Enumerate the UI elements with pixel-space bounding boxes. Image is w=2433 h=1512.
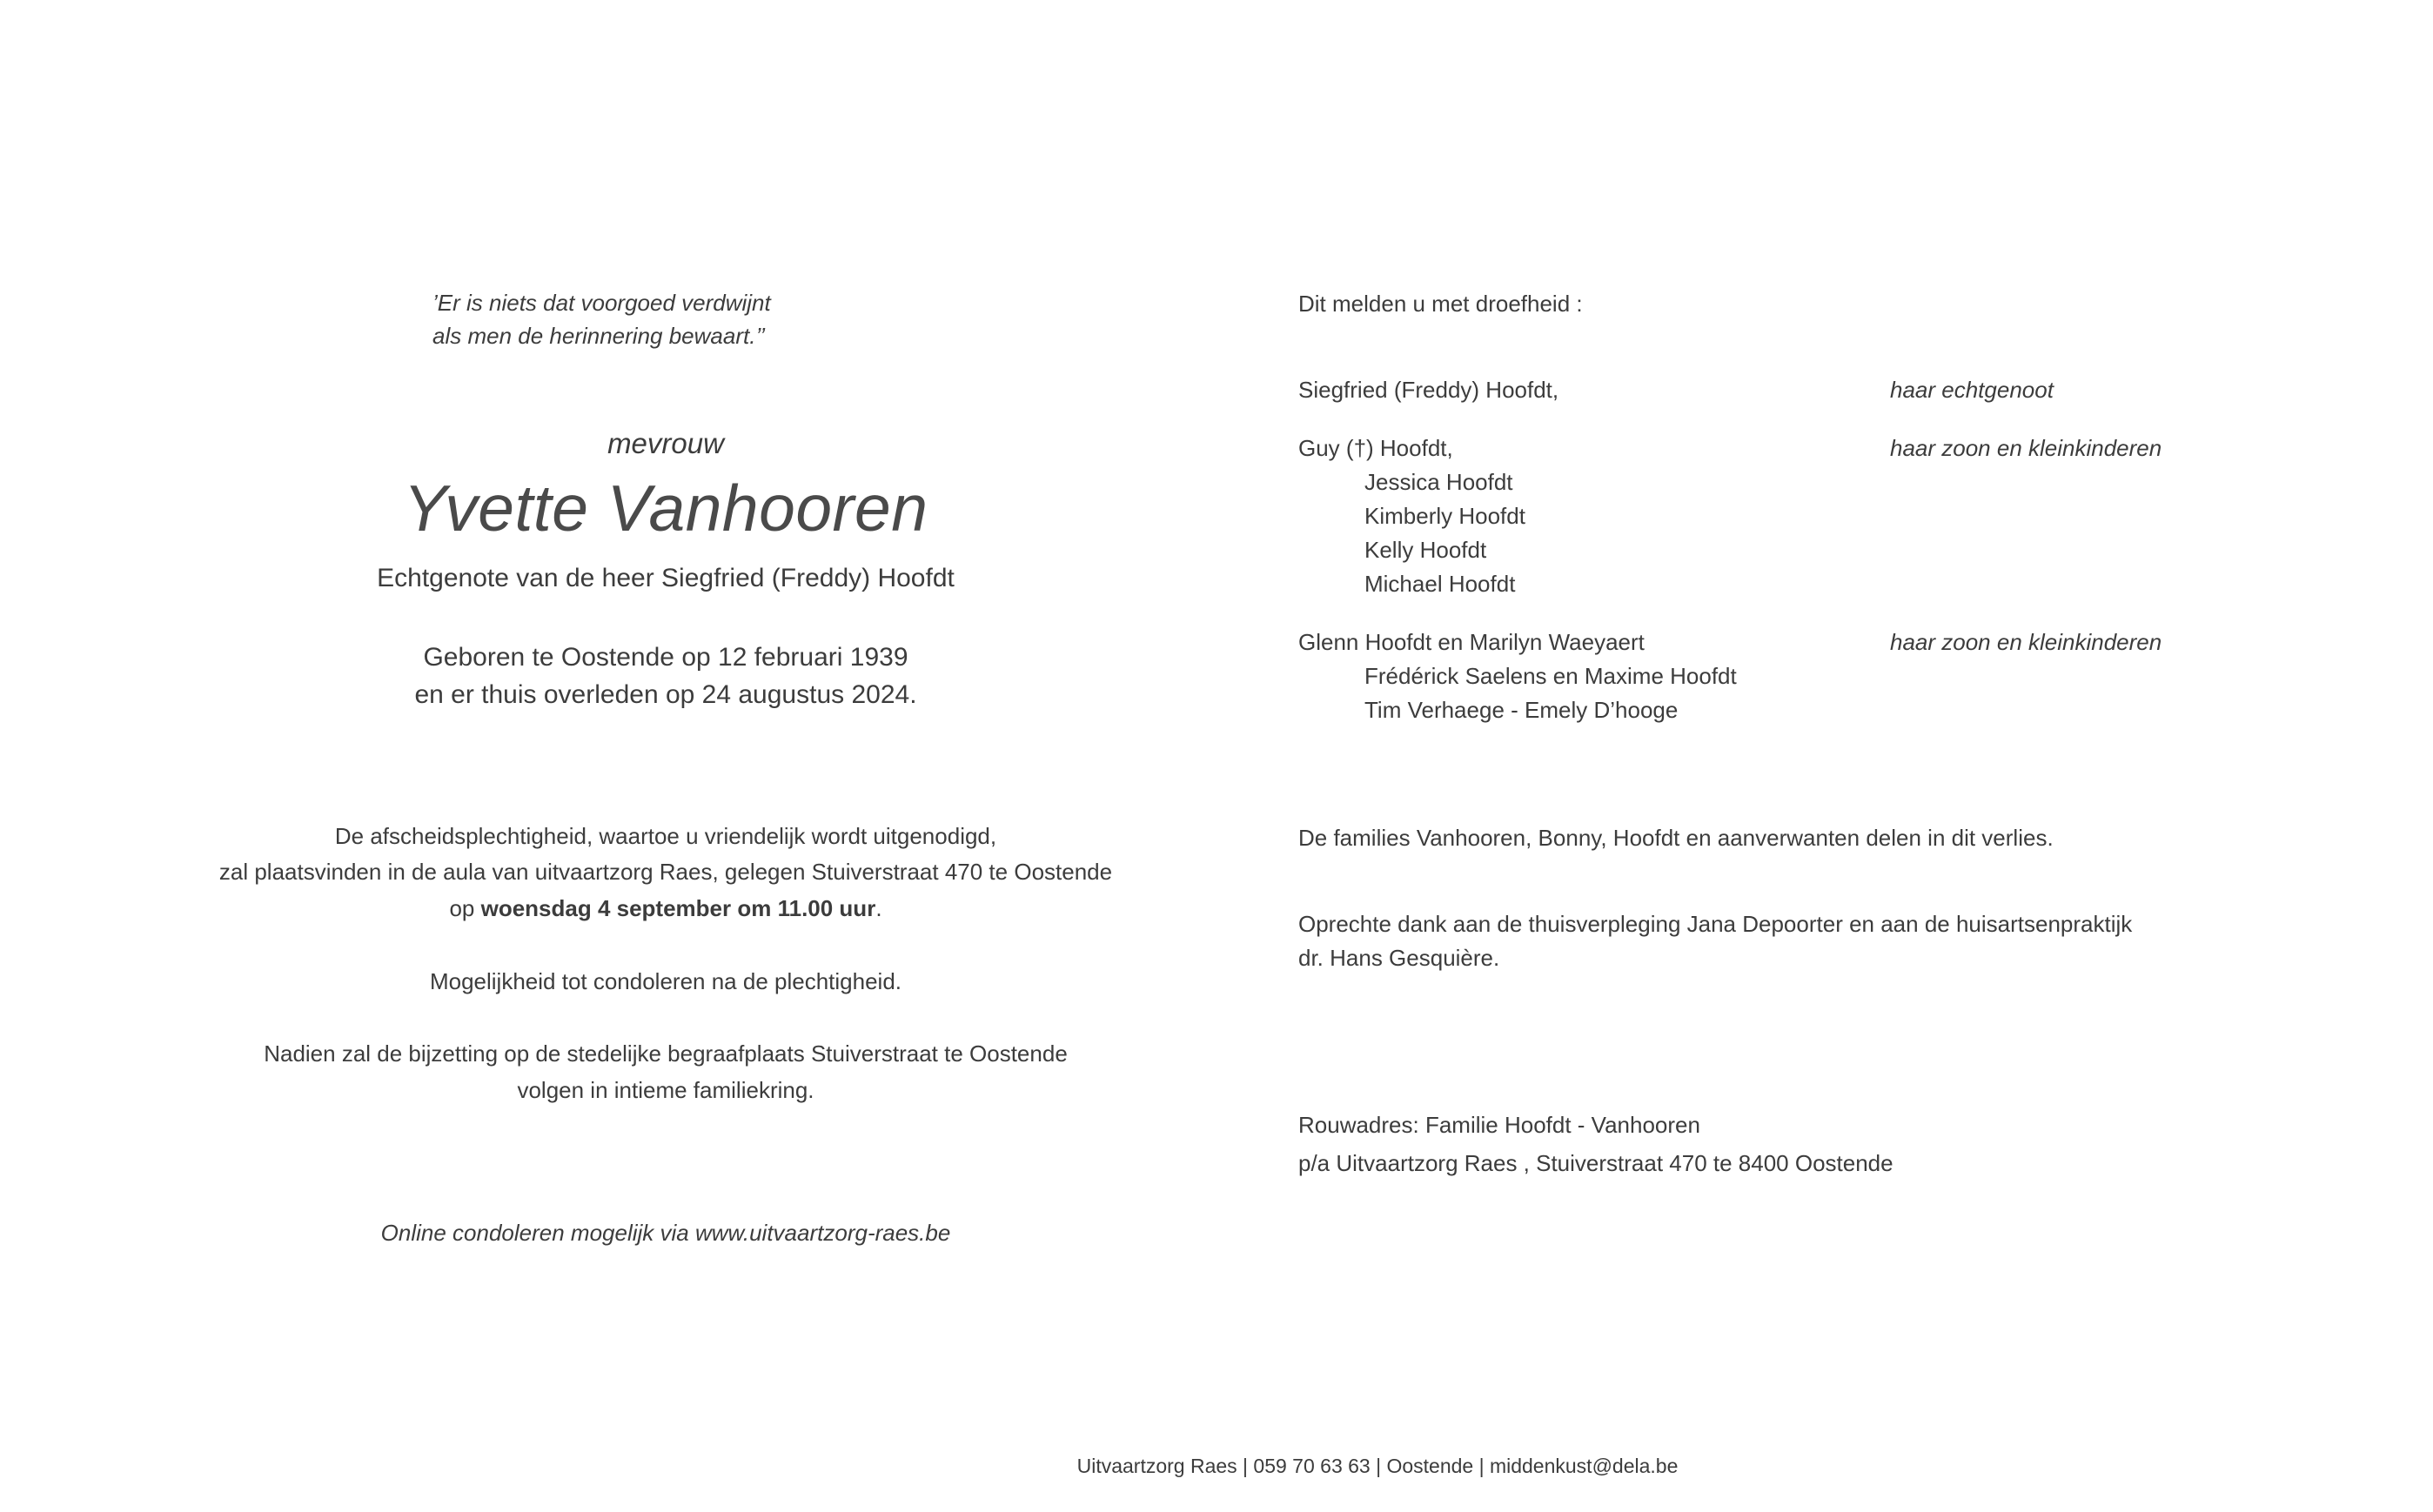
burial-line-2: volgen in intieme familiekring. [517,1076,814,1103]
husband-name: Siegfried (Freddy) Hoofdt, [1298,377,1559,403]
husband-entry [1298,373,2325,407]
son1-child-4: Michael Hoofdt [1364,571,1516,597]
son1-name: Guy (†) Hoofdt, [1298,435,1453,461]
birth-line: Geboren te Oostende op 12 februari 1939 [423,642,908,672]
death-line: en er thuis overleden op 24 augustus 2024. [414,680,917,710]
husband-relation: haar echtgenoot [1890,377,2054,403]
spouse-line: Echtgenote van de heer Siegfried (Freddy) Hoofdt [377,563,955,592]
son1-child-3: Kelly Hoofdt [1364,537,1487,563]
address-line-1: Rouwadres: Familie Hoofdt - Vanhooren [1298,1112,1700,1138]
online-condolence-line: Online condoleren mogelijk via www.uitvaartzorg-raes.be [380,1220,951,1247]
footer [0,1455,2433,1478]
son2-relation: haar zoon en kleinkinderen [1890,629,2162,655]
title-prefix: mevrouw [607,427,724,460]
son2-name: Glenn Hoofdt en Marilyn Waeyaert [1298,629,1645,655]
ceremony-datetime: woensdag 4 september om 11.00 uur [480,895,876,922]
son2-child-1: Frédérick Saelens en Maxime Hoofdt [1364,663,1737,689]
quote-line-1: ’Er is niets dat voorgoed verdwijnt [432,290,771,316]
ceremony-date-prefix: op [449,895,481,922]
son1-child-1: Jessica Hoofdt [1364,469,1513,495]
ceremony-line-1: De afscheidsplechtigheid, waartoe u vriendelijk wordt uitgenodigd, [334,822,997,849]
right-column [1298,287,2325,975]
ceremony-block [122,819,1210,1109]
thanks-block [1298,907,2325,975]
announcement-intro: Dit melden u met droefheid : [1298,291,1583,317]
ceremony-line-2: zal plaatsvinden in de aula van uitvaartzorg Raes, gelegen Stuiverstraat 470 te Oostende [218,859,1113,886]
ceremony-line-3 [122,891,1210,927]
left-column [122,287,1210,1247]
thanks-line-2: dr. Hans Gesquière. [1298,945,1500,971]
burial-block [122,1036,1210,1108]
thanks-line-1: Oprechte dank aan de thuisverpleging Jana Depoorter en aan de huisartsenpraktijk [1298,911,2133,937]
son1-relation: haar zoon en kleinkinderen [1890,435,2162,461]
quote-line-2: als men de herinnering bewaart.’’ [432,322,766,349]
son2-child-2: Tim Verhaege - Emely D’hooge [1364,697,1679,723]
son2-entry [1298,626,2325,659]
deceased-name: Yvette Vanhooren [403,472,928,545]
burial-line-1: Nadien zal de bijzetting op de stedelijke begraafplaats Stuiverstraat te Oostende [264,1040,1068,1067]
son1-entry [1298,432,2325,465]
son1-child-2: Kimberly Hoofdt [1364,503,1525,529]
condoleren-line: Mogelijkheid tot condoleren na de plechtigheid. [429,967,902,994]
mourning-address-block [1298,1107,1893,1182]
footer-contact-text: Uitvaartzorg Raes | 059 70 63 63 | Oostende | middenkust@dela.be [1076,1455,1679,1477]
address-line-2: p/a Uitvaartzorg Raes , Stuiverstraat 470 te 8400 Oostende [1298,1149,1893,1176]
quote-block [432,287,1210,352]
ceremony-date-suffix: . [875,895,882,922]
birth-death-block [122,639,1210,714]
families-line: De families Vanhooren, Bonny, Hoofdt en aanverwanten delen in dit verlies. [1298,825,2054,851]
